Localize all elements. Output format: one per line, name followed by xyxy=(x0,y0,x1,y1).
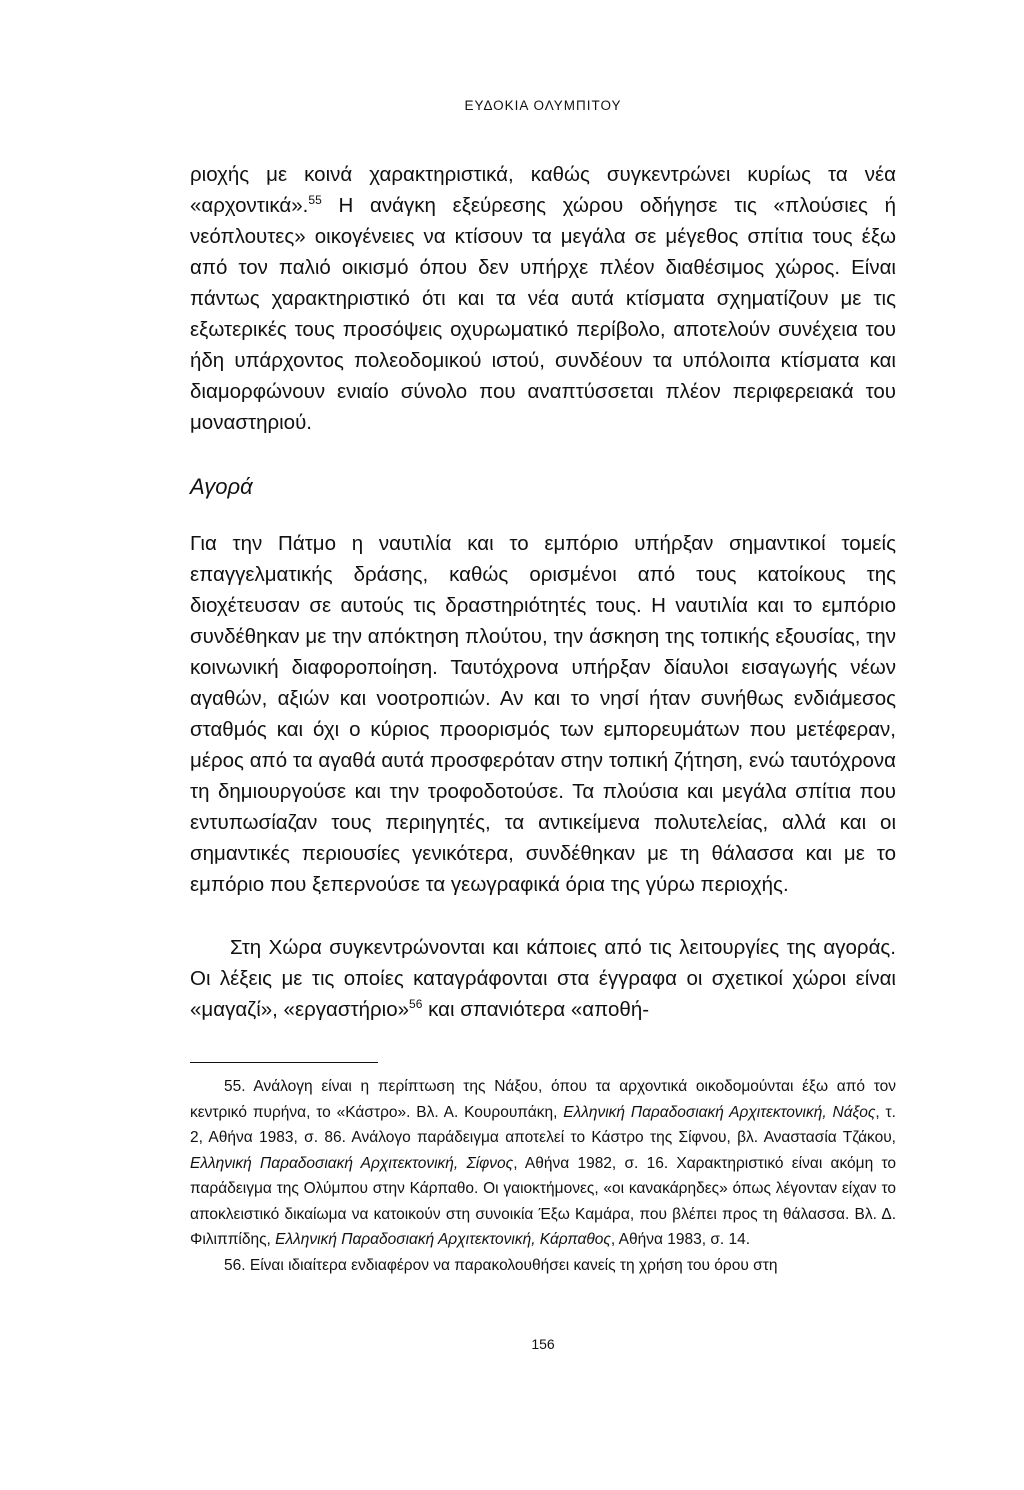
footnote-reference: 56 xyxy=(409,997,423,1012)
footnote-text: , Αθήνα 1982, σ. 16. Χαρακτηριστικό είναι ακόμη το παράδειγμα της Ολύμπου στην Κάρπαθο. Οι γαιοκτήμονες, «οι κανακάρηδες» όπως λέγονταν είχαν το αποκλειστικό δικαίωμα να κατοικούν στη συνοικία Έξω Καμάρα, που βλέπει προς τη θάλασσα. Βλ. Δ. Φιλιππίδης, xyxy=(190,1154,896,1248)
footnote-title: Ελληνική Παραδοσιακή Αρχιτεκτονική, Νάξος xyxy=(563,1103,876,1121)
footnote-reference: 55 xyxy=(308,193,322,208)
section-heading: Αγορά xyxy=(190,474,253,499)
paragraph-text: και σπανιότερα «αποθή- xyxy=(422,998,650,1021)
footnote-text: , Αθήνα 1983, σ. 14. xyxy=(610,1231,751,1248)
footnote-text: , τ. 2, Αθήνα 1983, σ. 86. Ανάλογο παράδειγμα αποτελεί το Κάστρο της Σίφνου, βλ. Αναστασία Τζάκου, xyxy=(190,1103,896,1146)
paragraph-agora: Για την Πάτμο η ναυτιλία και το εμπόριο υπήρξαν σημαντικοί τομείς επαγγελματικής δράσης, καθώς ορισμένοι από τους κατοίκους της διοχέτευσαν σε αυτούς τις δραστηριότητές τους. Η ναυτιλία και το εμπόριο συνδέθηκαν με την απόκτηση πλούτου, την άσκηση της τοπικής εξουσίας, την κοινωνική διαφοροποίηση. Ταυτόχρονα υπήρξαν δίαυλοι εισαγωγής νέων αγαθών, αξιών και νοοτροπιών. Αν και το νησί ήταν συνήθως ενδιάμεσος σταθμός και όχι ο κύριος προορισμός των εμπορευμάτων που μετέφεραν, μέρος από τα αγαθά αυτά προσφερόταν στην τοπική ζήτηση, ενώ ταυτόχρονα τη δημιουργούσε και την τροφοδοτούσε. Τα πλούσια και μεγάλα σπίτια που εντυπωσίαζαν τους περιηγητές, τα αντικείμενα πολυτελείας, αλλά και οι σημαντικές περιουσίες γενικότερα, συνδέθηκαν με τη θάλασσα και με το εμπόριο που ξεπερνούσε τα γεωγραφικά όρια της γύρω περιοχής. xyxy=(190,532,896,896)
paragraph-chora xyxy=(190,932,896,1025)
footnote-text: 55. Ανάλογη είναι η περίπτωση της Νάξου, όπου τα αρχοντικά οικοδομούνται έξω από τον κεντρικό πυρήνα, το «Κάστρο». Βλ. Α. Κουρουπάκη, xyxy=(190,1078,896,1121)
footnotes xyxy=(190,1074,896,1278)
footnote-55 xyxy=(190,1074,896,1253)
paragraph-top xyxy=(190,159,896,438)
footnote-56: 56. Είναι ιδιαίτερα ενδιαφέρον να παρακολουθήσει κανείς τη χρήση του όρου στη xyxy=(224,1256,778,1274)
footnote-divider xyxy=(190,1062,378,1063)
running-head: ΕΥΔΟΚΙΑ ΟΛΥΜΠΙΤΟΥ xyxy=(464,98,622,113)
footnote-title: Ελληνική Παραδοσιακή Αρχιτεκτονική, Σίφνος xyxy=(190,1154,514,1172)
page-number: 156 xyxy=(531,1336,555,1352)
paragraph-text: Στη Χώρα συγκεντρώνονται και κάποιες από τις λειτουργίες της αγοράς. Οι λέξεις με τις οποίες καταγράφονται στα έγγραφα οι σχετικοί χώροι είναι «μαγαζί», «εργαστήριο» xyxy=(190,936,896,1021)
paragraph-text: ριοχής με κοινά χαρακτηριστικά, καθώς συγκεντρώνει κυρίως τα νέα «αρχοντικά». xyxy=(190,163,896,217)
book-page xyxy=(190,0,896,1490)
paragraph-text: Η ανάγκη εξεύρεσης χώρου οδήγησε τις «πλούσιες ή νεόπλουτες» οικογένειες να κτίσουν τα μεγάλα σε μέγεθος σπίτια τους έξω από τον παλιό οικισμό όπου δεν υπήρχε πλέον διαθέσιμος χώρος. Είναι πάντως χαρακτηριστικό ότι και τα νέα αυτά κτίσματα σχηματίζουν με τις εξωτερικές τους προσόψεις οχυρωματικό περίβολο, αποτελούν συνέχεια του ήδη υπάρχοντος πολεοδομικού ιστού, συνδέουν τα υπόλοιπα κτίσματα και διαμορφώνουν ενιαίο σύνολο που αναπτύσσεται πλέον περιφερειακά του μοναστηριού. xyxy=(190,194,896,434)
footnote-title: Ελληνική Παραδοσιακή Αρχιτεκτονική, Κάρπαθος xyxy=(275,1231,611,1248)
